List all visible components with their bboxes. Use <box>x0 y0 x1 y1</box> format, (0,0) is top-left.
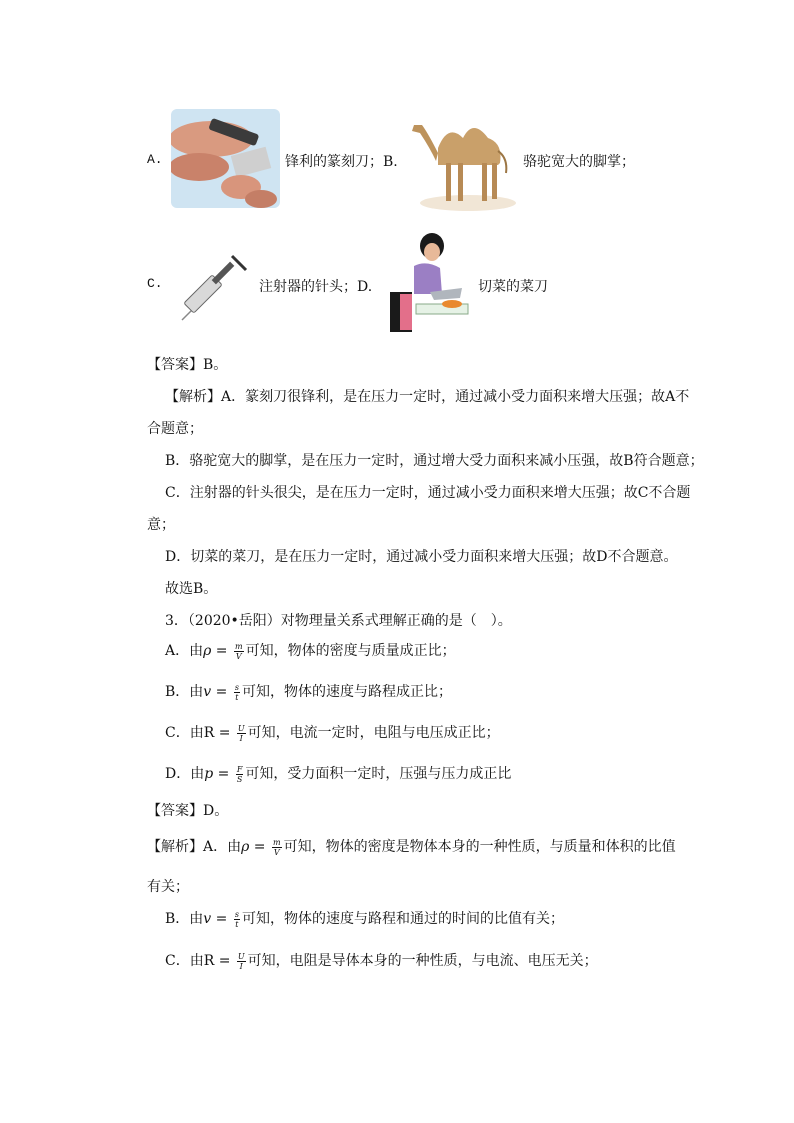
q2-analysis-line: B．骆驼宽大的脚掌，是在压力一定时，通过增大受力面积来减小压强，故B符合题意； <box>165 453 704 469</box>
q2-analysis-line: 故选B。 <box>165 581 218 597</box>
q3-analysis-a: 【解析】A．由ρ = $\frac{m}{V}$ 可知，物体的密度是物体本身的一种性质，与质量和体积的比值 <box>147 837 676 857</box>
q3-option-b: B．由v = $\frac{s}{t}$ 可知，物体的速度与路程成正比； <box>165 682 452 702</box>
option-b-text: 骆驼宽大的脚掌； <box>523 154 635 170</box>
kitchen-knife-image <box>386 232 470 336</box>
option-c-letter: C. <box>147 276 163 291</box>
q3-analysis-c: C．由R = $\frac{U}{I}$ 可知，电阻是导体本身的一种性质，与电流、电压无关； <box>165 951 598 971</box>
engraving-knife-image <box>171 109 280 208</box>
q3-analysis-line: 有关； <box>147 879 189 895</box>
q2-analysis-line: 合题意； <box>147 421 203 437</box>
q3-option-a: A．由ρ = $\frac{m}{V}$ 可知，物体的密度与质量成正比； <box>165 641 456 661</box>
option-d-text: 切菜的菜刀 <box>478 279 548 295</box>
q2-analysis-line: C．注射器的针头很尖，是在压力一定时，通过减小受力面积来增大压强；故C不合题 <box>165 485 691 501</box>
q3-answer: 【答案】D。 <box>147 803 229 819</box>
q3-option-d: D．由p = $\frac{F}{S}$ 可知，受力面积一定时，压强与压力成正比 <box>165 764 512 784</box>
q3-analysis-b: B．由v = $\frac{s}{t}$ 可知，物体的速度与路程和通过的时间的比值有关； <box>165 909 564 929</box>
q2-answer: 【答案】B。 <box>147 357 228 373</box>
option-c-text: 注射器的针头；D. <box>259 279 373 295</box>
q2-analysis-line: 【解析】A．篆刻刀很锋利，是在压力一定时，通过减小受力面积来增大压强；故A不 <box>165 389 690 405</box>
syringe-image <box>180 252 250 322</box>
option-a-text: 锋利的篆刻刀；B. <box>285 154 398 170</box>
q2-analysis-line: D．切菜的菜刀，是在压力一定时，通过减小受力面积来增大压强；故D不合题意。 <box>165 549 678 565</box>
camel-image <box>408 103 520 213</box>
q2-analysis-line: 意； <box>147 517 175 533</box>
q3-stem: 3．（2020•岳阳）对物理量关系式理解正确的是（ ）。 <box>165 613 512 629</box>
q3-option-c: C．由R = $\frac{U}{I}$ 可知，电流一定时，电阻与电压成正比； <box>165 723 500 743</box>
option-a-letter: A. <box>147 152 163 167</box>
